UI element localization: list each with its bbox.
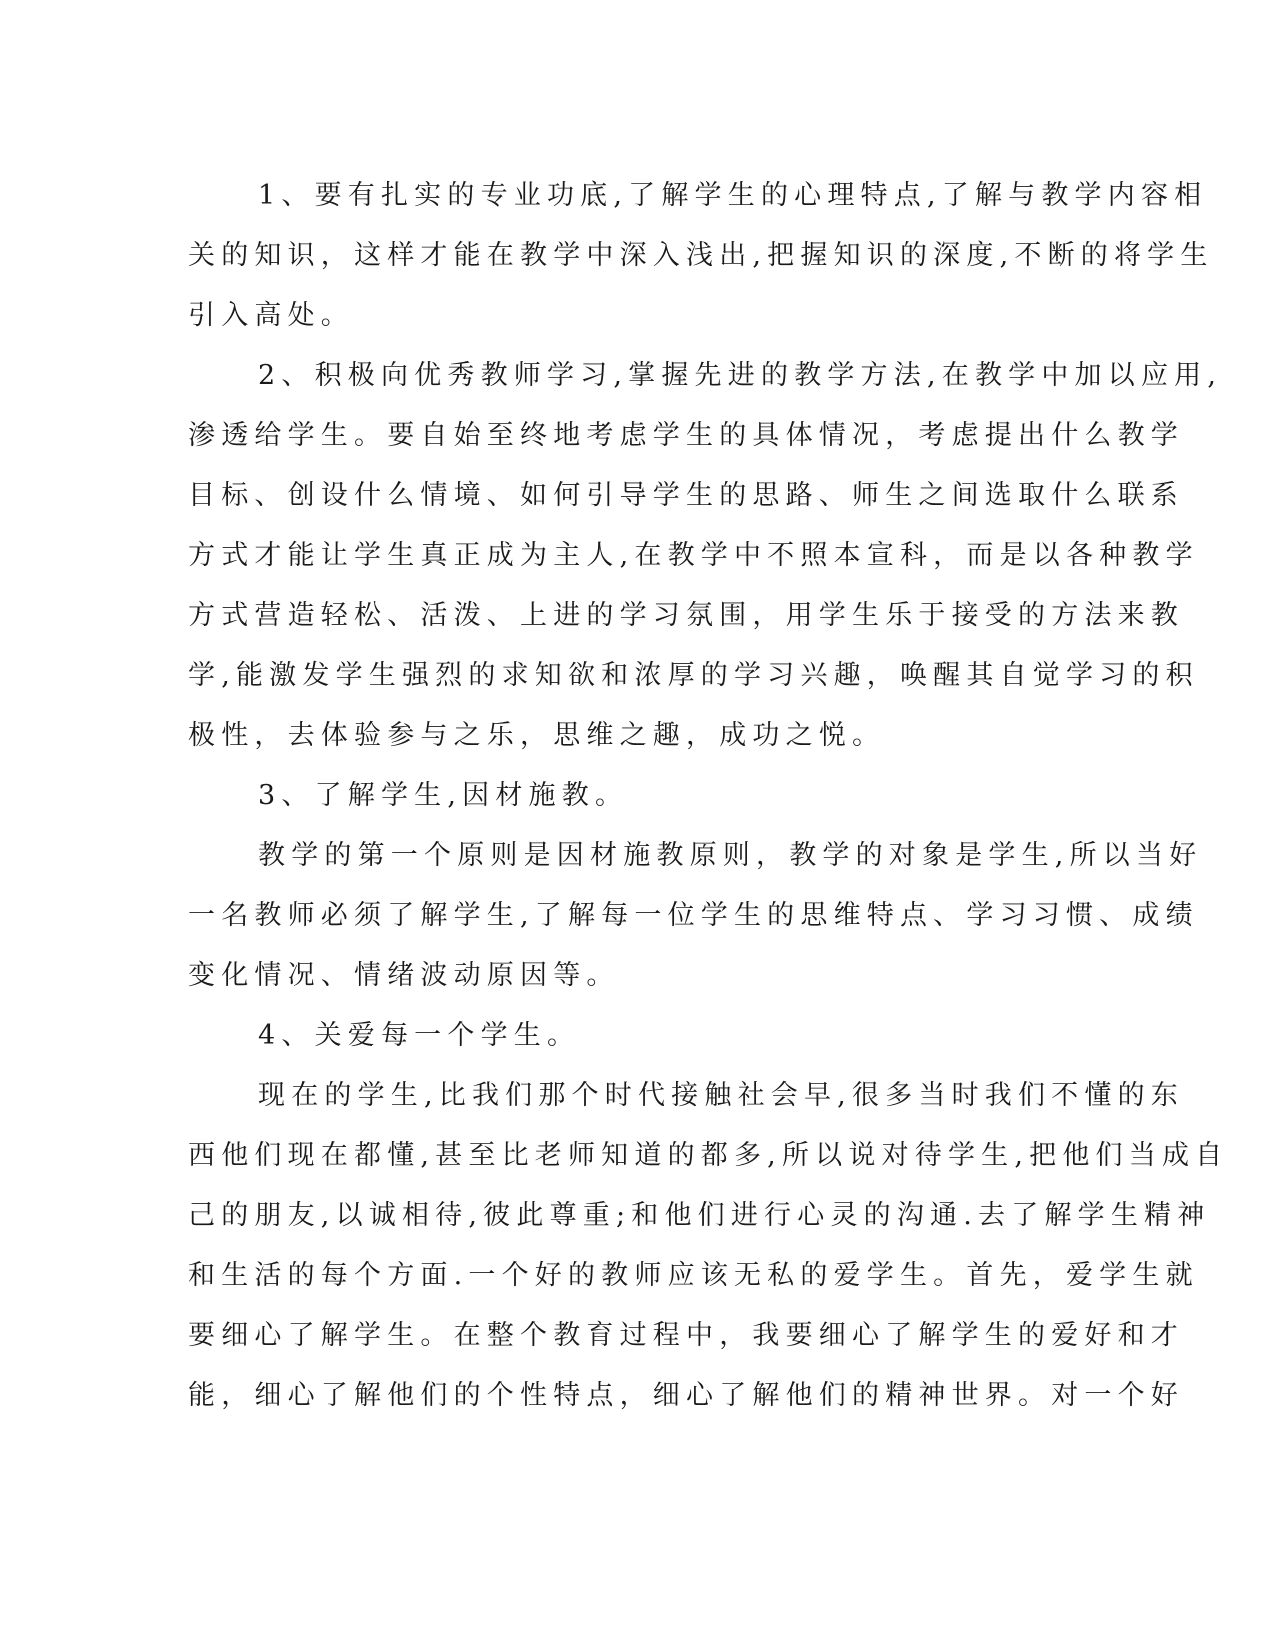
paragraph-4-line-1: 现在的学生,比我们那个时代接触社会早,很多当时我们不懂的东 — [258, 1080, 1184, 1111]
paragraph-1-line-1: 1、要有扎实的专业功底,了解学生的心理特点,了解与教学内容相 — [258, 180, 1208, 211]
heading-4: 4、关爱每一个学生。 — [258, 1020, 581, 1051]
document-body — [188, 166, 1229, 1426]
paragraph-4-line-4: 和生活的每个方面.一个好的教师应该无私的爱学生。首先，爱学生就 — [188, 1260, 1199, 1291]
paragraph-4-line-3: 己的朋友,以诚相待,彼此尊重;和他们进行心灵的沟通.去了解学生精神 — [188, 1200, 1211, 1231]
paragraph-4-line-6: 能，细心了解他们的个性特点，细心了解他们的精神世界。对一个好 — [188, 1380, 1184, 1411]
paragraph-1-line-2: 关的知识，这样才能在教学中深入浅出,把握知识的深度,不断的将学生 — [188, 240, 1214, 271]
paragraph-3-line-2: 一名教师必须了解学生,了解每一位学生的思维特点、学习习惯、成绩 — [188, 900, 1199, 931]
paragraph-2-line-2: 渗透给学生。要自始至终地考虑学生的具体情况，考虑提出什么教学 — [188, 420, 1184, 451]
paragraph-3-line-1: 教学的第一个原则是因材施教原则，教学的对象是学生,所以当好 — [258, 840, 1203, 871]
paragraph-2-line-3: 目标、创设什么情境、如何引导学生的思路、师生之间选取什么联系 — [188, 480, 1184, 511]
paragraph-2-line-5: 方式营造轻松、活泼、上进的学习氛围，用学生乐于接受的方法来教 — [188, 600, 1184, 631]
paragraph-4-line-5: 要细心了解学生。在整个教育过程中，我要细心了解学生的爱好和才 — [188, 1320, 1184, 1351]
paragraph-3-line-3: 变化情况、情绪波动原因等。 — [188, 960, 620, 991]
paragraph-2-line-6: 学,能激发学生强烈的求知欲和浓厚的学习兴趣，唤醒其自觉学习的积 — [188, 660, 1199, 691]
heading-3: 3、了解学生,因材施教。 — [258, 780, 629, 811]
paragraph-2-line-4: 方式才能让学生真正成为主人,在教学中不照本宣科，而是以各种教学 — [188, 540, 1199, 571]
paragraph-1-line-3: 引入高处。 — [188, 300, 354, 331]
paragraph-2-line-7: 极性，去体验参与之乐，思维之趣，成功之悦。 — [188, 720, 886, 751]
paragraph-2-line-1: 2、积极向优秀教师学习,掌握先进的教学方法,在教学中加以应用, — [258, 360, 1223, 391]
paragraph-4-line-2: 西他们现在都懂,甚至比老师知道的都多,所以说对待学生,把他们当成自 — [188, 1140, 1229, 1171]
